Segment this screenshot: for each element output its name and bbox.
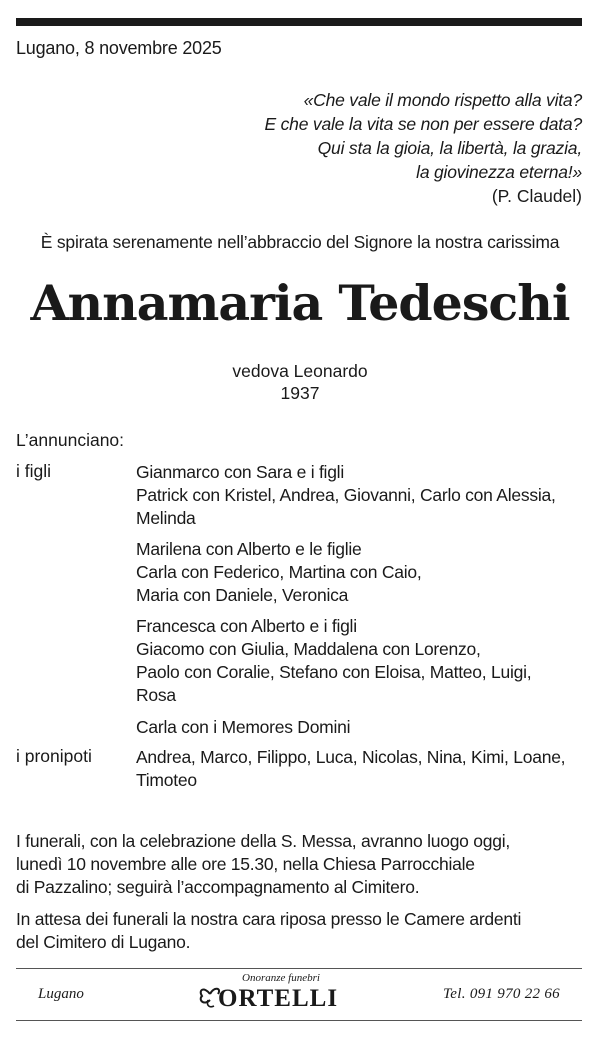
relative-line: Carla con Federico, Martina con Caio,	[136, 562, 422, 582]
footer-city: Lugano	[38, 986, 84, 1002]
relative-line: Timoteo	[136, 770, 197, 790]
relative-line: Francesca con Alberto e i figli	[136, 616, 357, 636]
relative-line: Melinda	[136, 508, 196, 528]
footer-phone: Tel. 091 970 22 66	[443, 986, 560, 1002]
figli-group-3	[136, 615, 586, 707]
figli-group-4	[136, 716, 586, 739]
footer-top-rule	[16, 968, 582, 969]
quote-line: «Che vale il mondo rispetto alla vita?	[303, 90, 582, 110]
relative-line: Gianmarco con Sara e i figli	[136, 462, 344, 482]
quote-author: (P. Claudel)	[491, 186, 582, 206]
quote-line: Qui sta la gioia, la libertà, la grazia,	[317, 138, 582, 158]
figli-group-2	[136, 538, 586, 607]
funeral-line: I funerali, con la celebrazione della S. Messa, avranno luogo oggi,	[16, 831, 510, 851]
relative-line: Rosa	[136, 685, 176, 705]
relative-line: Marilena con Alberto e le figlie	[136, 539, 362, 559]
funeral-line: lunedì 10 novembre alle ore 15.30, nella Chiesa Parrocchiale	[16, 854, 475, 874]
relative-line: Carla con i Memores Domini	[136, 717, 351, 737]
figli-label: i figli	[16, 461, 52, 481]
relative-line: Patrick con Kristel, Andrea, Giovanni, Carlo con Alessia,	[136, 485, 556, 505]
relative-line: Paolo con Coralie, Stefano con Eloisa, Matteo, Luigi,	[136, 662, 532, 682]
logo-tagline: Onoranze funebri	[242, 972, 320, 984]
resting-info	[16, 908, 586, 954]
deceased-name: Annamaria Tedeschi	[30, 274, 570, 332]
pronipoti-label: i pronipoti	[16, 746, 92, 766]
widow-of: vedova Leonardo	[232, 361, 368, 381]
resting-line: del Cimitero di Lugano.	[16, 932, 191, 952]
intro-text: È spirata serenamente nell’abbraccio del Signore la nostra carissima	[40, 232, 560, 252]
date-line: Lugano, 8 novembre 2025	[16, 38, 222, 58]
funeral-home-logo	[196, 972, 346, 1012]
birth-year: 1937	[280, 383, 320, 403]
quote-line: la giovinezza eterna!»	[416, 162, 582, 182]
relative-line: Andrea, Marco, Filippo, Luca, Nicolas, Nina, Kimi, Loane,	[136, 747, 566, 767]
funeral-info	[16, 830, 586, 899]
pronipoti-group	[136, 746, 586, 792]
figli-group-1	[136, 461, 586, 530]
funeral-line: di Pazzalino; seguirà l’accompagnamento al Cimitero.	[16, 877, 420, 897]
relative-line: Giacomo con Giulia, Maddalena con Lorenzo,	[136, 639, 481, 659]
resting-line: In attesa dei funerali la nostra cara riposa presso le Camere ardenti	[16, 909, 522, 929]
relative-line: Maria con Daniele, Veronica	[136, 585, 349, 605]
announce-label: L’annunciano:	[16, 430, 125, 450]
footer-bottom-rule	[16, 1020, 582, 1021]
logo-wordmark: ORTELLI	[218, 985, 339, 1012]
epigraph-quote	[265, 88, 583, 184]
subtitle	[0, 360, 600, 404]
top-rule	[16, 18, 582, 26]
quote-line: E che vale la vita se non per essere data?	[264, 114, 582, 134]
